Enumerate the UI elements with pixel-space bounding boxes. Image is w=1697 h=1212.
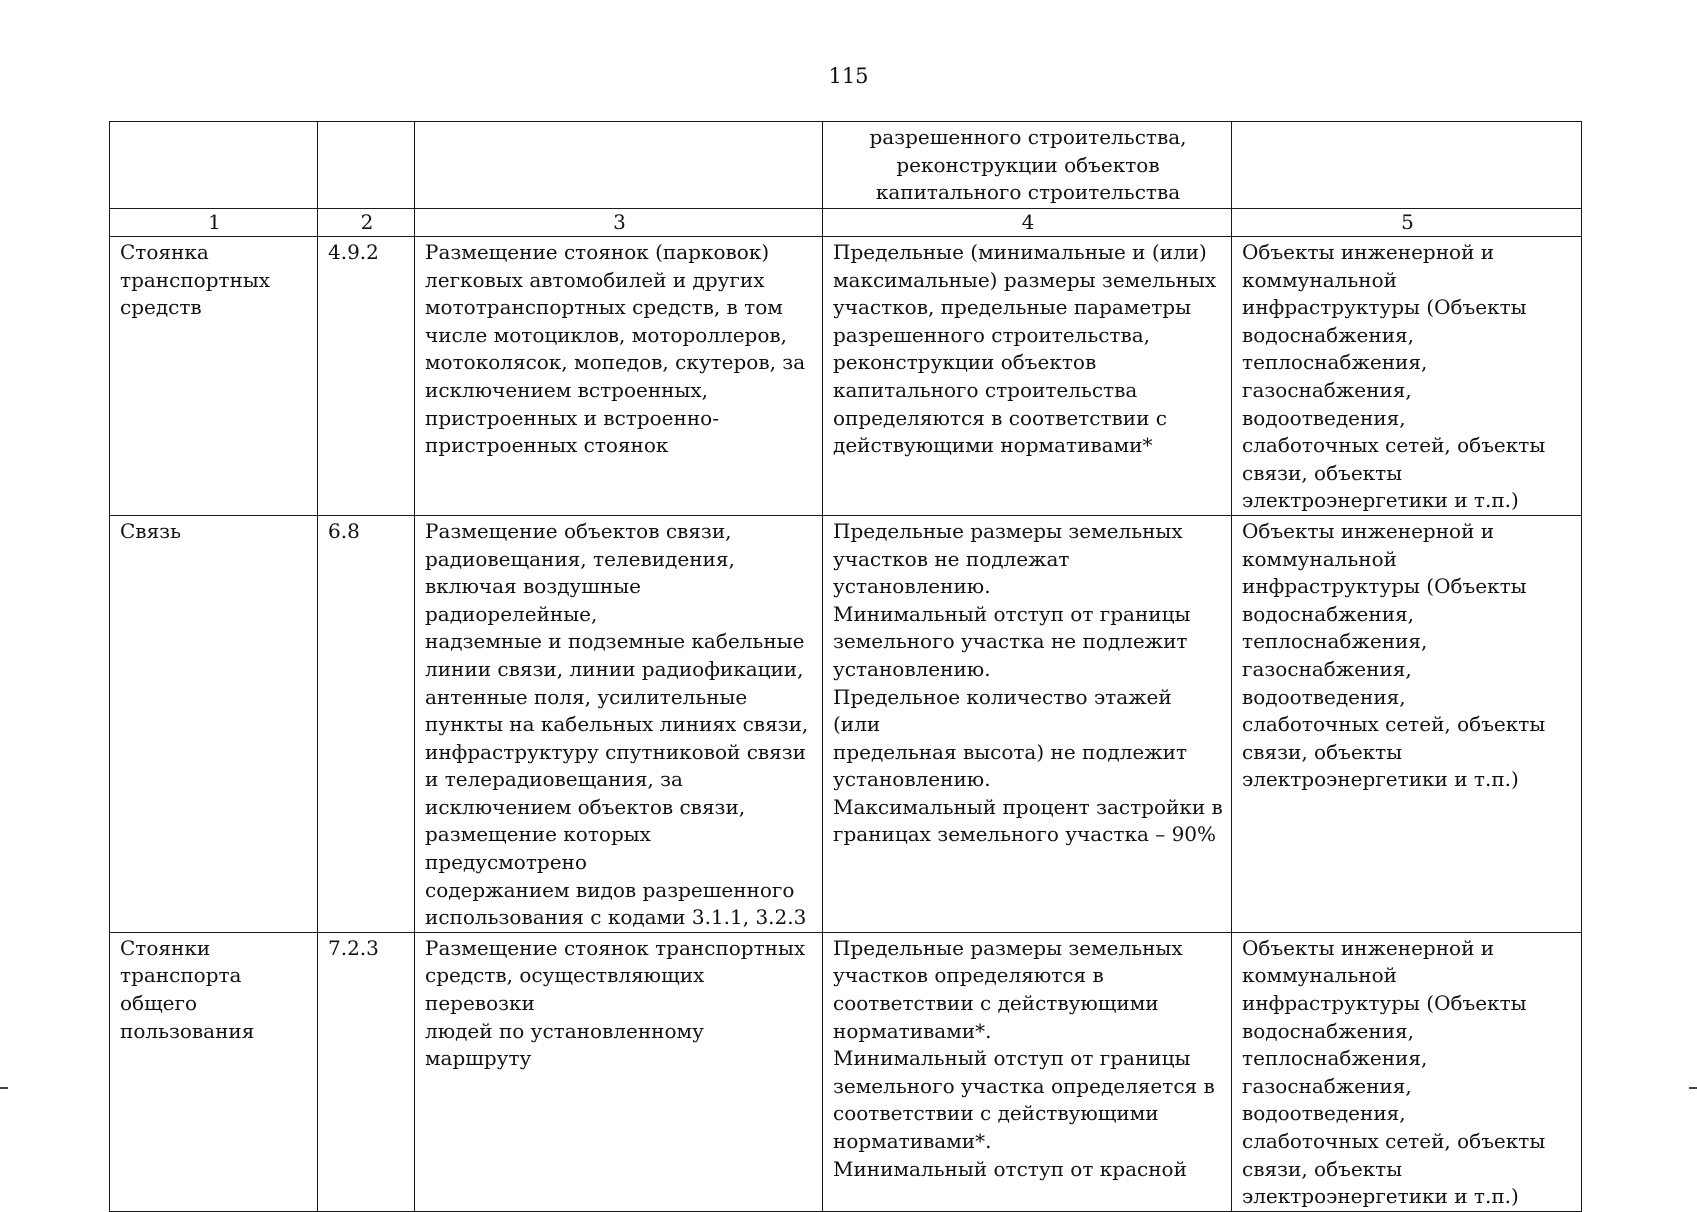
column-numbers-row: [110, 209, 1582, 237]
parameters-cell: Предельные (минимальные и (или) максимальные) размеры земельных участков, предельные параметры разрешенного строительства, реконструкции объектов капитального строительства определяются в соответствии с действующими нормативами*: [823, 237, 1232, 516]
table-row: [110, 237, 1582, 516]
column-number: 3: [415, 209, 823, 237]
auxiliary-use-cell: Объекты инженерной и коммунальной инфраструктуры (Объекты водоснабжения, теплоснабжения, газоснабжения, водоотведения, слаботочных сетей, объекты связи, объекты электроэнергетики и т.п.): [1232, 515, 1582, 932]
column-number: 1: [110, 209, 318, 237]
auxiliary-use-cell: Объекты инженерной и коммунальной инфраструктуры (Объекты водоснабжения, теплоснабжения, газоснабжения, водоотведения, слаботочных сетей, объекты связи, объекты электроэнергетики и т.п.): [1232, 932, 1582, 1211]
table-cell: разрешенного строительства, реконструкции объектов капитального строительства: [823, 122, 1232, 209]
continuation-row: [110, 122, 1582, 209]
column-number: 4: [823, 209, 1232, 237]
table-cell: [1232, 122, 1582, 209]
scan-edge-mark: [0, 1087, 8, 1089]
page-number: 115: [828, 64, 869, 88]
use-code-cell: 4.9.2: [318, 237, 415, 516]
auxiliary-use-cell: Объекты инженерной и коммунальной инфраструктуры (Объекты водоснабжения, теплоснабжения, газоснабжения, водоотведения, слаботочных сетей, объекты связи, объекты электроэнергетики и т.п.): [1232, 237, 1582, 516]
use-description-cell: Размещение объектов связи, радиовещания, телевидения, включая воздушные радиорелейные, надземные и подземные кабельные линии связи, линии радиофикации, антенные поля, усилительные пункты на кабельных линиях связи, инфраструктуру спутниковой связи и телерадиовещания, за исключением объектов связи, размещение которых предусмотрено содержанием видов разрешенного использования с кодами 3.1.1, 3.2.3: [415, 515, 823, 932]
use-code-cell: 7.2.3: [318, 932, 415, 1211]
use-name-cell: Стоянка транспортных средств: [110, 237, 318, 516]
scan-edge-mark: [1689, 1087, 1697, 1089]
use-name-cell: Стоянки транспорта общего пользования: [110, 932, 318, 1211]
use-description-cell: Размещение стоянок (парковок) легковых автомобилей и других мототранспортных средств, в том числе мотоциклов, мотороллеров, мотоколясок, мопедов, скутеров, за исключением встроенных, пристроенных и встроенно- пристроенных стоянок: [415, 237, 823, 516]
table-cell: [110, 122, 318, 209]
table-row: [110, 932, 1582, 1211]
column-number: 2: [318, 209, 415, 237]
table-cell: [415, 122, 823, 209]
table-row: [110, 515, 1582, 932]
table-cell: [318, 122, 415, 209]
column-number: 5: [1232, 209, 1582, 237]
parameters-cell: Предельные размеры земельных участков определяются в соответствии с действующими нормативами*. Минимальный отступ от границы земельного участка определяется в соответствии с действующими нормативами*. Минимальный отступ от красной: [823, 932, 1232, 1211]
parameters-cell: Предельные размеры земельных участков не подлежат установлению. Минимальный отступ от границы земельного участка не подлежит установлению. Предельное количество этажей (или предельная высота) не подлежит установлению. Максимальный процент застройки в границах земельного участка – 90%: [823, 515, 1232, 932]
use-name-cell: Связь: [110, 515, 318, 932]
use-description-cell: Размещение стоянок транспортных средств, осуществляющих перевозки людей по установленному маршруту: [415, 932, 823, 1211]
regulations-table: [109, 121, 1582, 1212]
use-code-cell: 6.8: [318, 515, 415, 932]
